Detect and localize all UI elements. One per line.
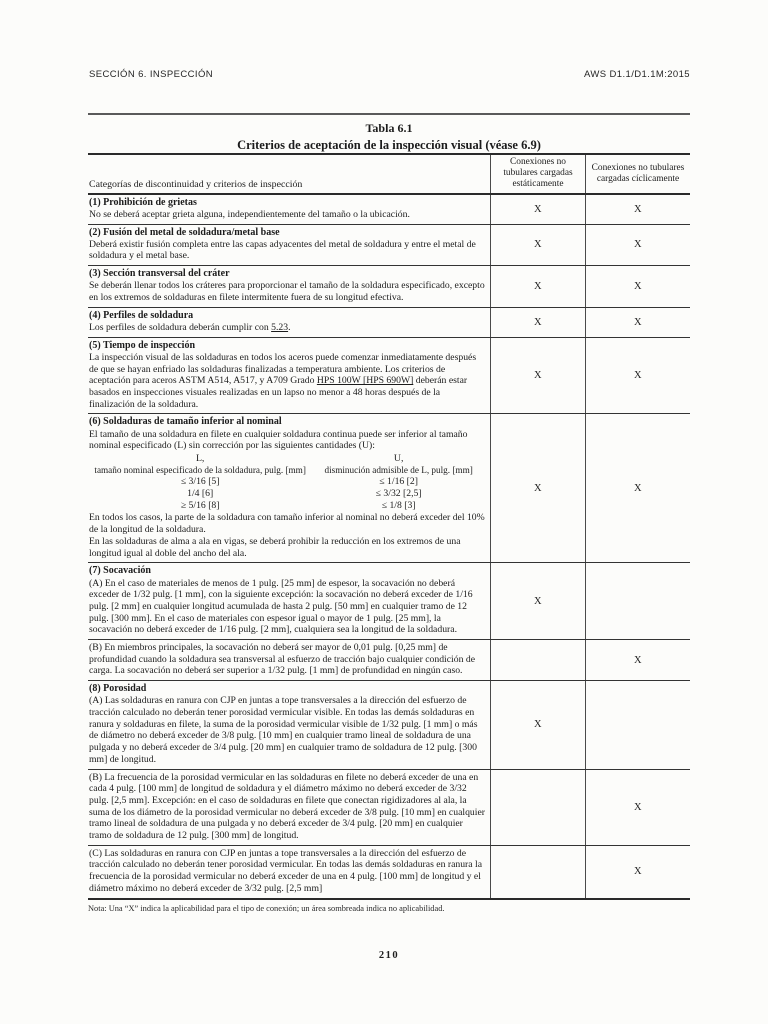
underlined-reference: HPS 100W [HPS 690W] <box>316 375 414 387</box>
static-applicability-mark: X <box>490 195 585 224</box>
table-title: Tabla 6.1 <box>365 121 413 135</box>
row-heading: (5) Tiempo de inspección <box>89 339 196 351</box>
static-applicability-mark <box>490 640 585 680</box>
cyclic-applicability-mark <box>585 681 690 768</box>
cyclic-applicability-mark <box>585 563 690 639</box>
subtable-u-value: ≤ 1/8 [3] <box>381 499 416 511</box>
cyclic-applicability-mark: X <box>585 770 690 845</box>
subtable-l-header: L, <box>195 452 205 464</box>
row-heading: (8) Porosidad <box>89 683 147 695</box>
row-body: Se deberán llenar todos los cráteres para proporcionar el tamaño de la soldadura especificado, excepto en los extremos de soldaduras en filete intermitente fuera de su longitud efectiva. <box>89 280 485 304</box>
row-body: En las soldaduras de alma a ala en vigas, se deberá prohibir la reducción en los extremos de una longitud igual al doble del ancho del ala. <box>89 535 461 559</box>
acceptance-criteria-table <box>88 153 690 900</box>
table-subtitle: Criterios de aceptación de la inspección visual (véase 6.9) <box>237 138 541 152</box>
row-body: (A) Las soldaduras en ranura con CJP en juntas a tope transversales a la dirección del esfuerzo de tracción calculado no deberán tener porosidad vermicular visible. En todas las demás soldaduras en ranura y soldaduras en filete, la suma de la porosidad vermicular visible de 1/32 pulg. [1 mm] o más de diámetro no deberá exceder de 3/8 pulg. [10 mm] en cualquier tramo lineal de soldadura de una pulgada y no deberá exceder de 3/4 pulg. [20 mm] en cualquier tramo de soldadura de 12 pulg. [300 mm] de longitud. <box>89 695 478 765</box>
cyclic-applicability-mark: X <box>585 225 690 266</box>
subtable-l-value: 1/4 [6] <box>187 488 214 500</box>
row-body: (C) Las soldaduras en ranura con CJP en juntas a tope transversales a la dirección del esfuerzo de tracción calculado no deberán tener porosidad vermicular. En todas las demás soldaduras en ranura la frecuencia de la porosidad vermicular no deberá exceder de una en 4 pulg. [100 mm] de longitud y el diámetro máximo no deberá exceder de 3/32 pulg. [2,5 mm] <box>89 847 482 894</box>
row-heading: (2) Fusión del metal de soldadura/metal base <box>89 226 280 238</box>
static-applicability-mark <box>490 770 585 845</box>
size-tolerance-subtable <box>89 453 486 512</box>
cyclic-applicability-mark: X <box>585 308 690 337</box>
static-applicability-mark: X <box>490 563 585 639</box>
table-title-block <box>88 121 690 153</box>
row-body: No se deberá aceptar grieta alguna, independientemente del tamaño o la ubicación. <box>89 208 410 220</box>
static-applicability-mark: X <box>490 681 585 768</box>
subtable-u-desc: disminución admisible de L, pulg. [mm] <box>324 464 473 475</box>
subtable-col-l <box>89 453 311 512</box>
spec-label: AWS D1.1/D1.1M:2015 <box>584 69 690 80</box>
table-row <box>88 770 690 846</box>
row-body: Deberá existir fusión completa entre las capas adyacentes del metal de soldadura y entre el metal de soldadura y el metal base. <box>89 238 476 262</box>
table-row <box>88 563 690 640</box>
row-body: (B) La frecuencia de la porosidad vermicular en las soldaduras en filete no deberá exceder de una en cada 4 pulg. [100 mm] de longitud de soldadura y el diámetro máximo no deberá exceder de 3/32 pulg. [2,5 mm]. Excepción: en el caso de soldaduras en filete que conectan rigidizadores al ala, la suma de los diámetro de la porosidad vermicular no deberá exceder de 3/8 pulg. [10 mm] en cualquier tramo lineal de soldadura de una pulgada y no deberá exceder de 3/4 pulg. [20 mm] en cualquier tramo de soldadura de 12 pulg. [300 mm] de longitud. <box>89 771 485 842</box>
table-row <box>88 846 690 898</box>
subtable-l-desc: tamaño nominal especificado de la soldadura, pulg. [mm] <box>94 464 306 475</box>
subtable-col-u <box>311 453 486 512</box>
table-row <box>88 414 690 563</box>
subtable-u-header: U, <box>393 452 404 464</box>
table-header-row <box>88 155 690 195</box>
cyclic-applicability-mark: X <box>585 195 690 224</box>
column-header-static: Conexiones no tubulares cargadas estáticamente <box>490 155 585 193</box>
horizontal-rule <box>88 113 690 115</box>
static-applicability-mark: X <box>490 308 585 337</box>
static-applicability-mark: X <box>490 225 585 266</box>
table-content <box>88 153 690 913</box>
subtable-l-value: ≥ 5/16 [8] <box>180 499 220 511</box>
static-applicability-mark <box>490 846 585 898</box>
static-applicability-mark: X <box>490 338 585 414</box>
column-header-criteria: Categorías de discontinuidad y criterios de inspección <box>89 179 303 191</box>
subtable-u-value: ≤ 1/16 [2] <box>379 476 418 488</box>
table-footnote: Nota: Una “X” indica la aplicabilidad para el tipo de conexión; un área sombreada indica no aplicabilidad. <box>88 903 445 913</box>
row-body: La inspección visual de las soldaduras en todos los aceros puede comenzar inmediatamente después de que se hayan enfriado las soldaduras finalizadas a temperatura ambiente. Los criterios de aceptación para aceros ASTM A514, A517, y A709 Grado HPS 100W [HPS 690W] deberán estar basados en inspecciones visuales realizadas en un lapso no menor a 48 horas después de la finalización de la soldadura. <box>89 351 477 410</box>
row-heading: (7) Socavación <box>89 565 151 577</box>
table-row <box>88 681 690 769</box>
underlined-reference: 5.23 <box>271 321 289 333</box>
cyclic-applicability-mark: X <box>585 640 690 680</box>
cyclic-applicability-mark: X <box>585 338 690 414</box>
page-number: 210 <box>378 950 400 961</box>
row-heading: (6) Soldaduras de tamaño inferior al nominal <box>89 416 282 428</box>
row-heading: (3) Sección transversal del cráter <box>89 268 230 280</box>
table-row <box>88 640 690 681</box>
subtable-u-value: ≤ 3/32 [2,5] <box>375 488 422 500</box>
row-body: (B) En miembros principales, la socavación no deberá ser mayor de 0,01 pulg. [0,25 mm] de profundidad cuando la soldadura sea transversal al esfuerzo de tracción bajo cualquier condición de carga. La socavación no deberá ser superior a 1/32 pulg. [1 mm] de profundidad en ningún caso. <box>89 642 475 677</box>
table-row <box>88 266 690 308</box>
row-body: Los perfiles de soldadura deberán cumplir con 5.23. <box>89 321 291 333</box>
cyclic-applicability-mark: X <box>585 414 690 562</box>
row-body: (A) En el caso de materiales de menos de 1 pulg. [25 mm] de espesor, la socavación no deberá exceder de 1/32 pulg. [1 mm], con la siguiente excepción: la socavación no deberá exceder de 1/16 pulg. [2 mm] en cualquier longitud acumulada de hasta 2 pulg. [50 mm] en cualquier tramo de 12 pulg. [300 mm]. En el caso de materiales con espesor igual o mayor de 1 pulg. [25 mm], la socavación no deberá exceder de 1/16 pulg. [2 mm], cualquiera sea la longitud de la soldadura. <box>89 577 473 636</box>
running-head <box>89 69 690 80</box>
static-applicability-mark: X <box>490 414 585 562</box>
cyclic-applicability-mark: X <box>585 266 690 307</box>
subtable-l-value: ≤ 3/16 [5] <box>180 476 220 488</box>
row-body: En todos los casos, la parte de la soldadura con tamaño inferior al nominal no deberá exceder del 10% de la longitud de la soldadura. <box>89 512 485 536</box>
table-row <box>88 308 690 338</box>
section-label: SECCIÓN 6. INSPECCIÓN <box>89 69 214 80</box>
column-header-cyclic: Conexiones no tubulares cargadas cíclicamente <box>585 155 690 193</box>
table-row <box>88 195 690 225</box>
cyclic-applicability-mark: X <box>585 846 690 898</box>
static-applicability-mark: X <box>490 266 585 307</box>
row-body: El tamaño de una soldadura en filete en cualquier soldadura continua puede ser inferior al tamaño nominal especificado (L) sin corrección por las siguientes cantidades (U): <box>89 428 468 452</box>
row-heading: (1) Prohibición de grietas <box>89 196 197 208</box>
row-heading: (4) Perfiles de soldadura <box>89 309 194 321</box>
table-row <box>88 338 690 415</box>
table-row <box>88 225 690 267</box>
